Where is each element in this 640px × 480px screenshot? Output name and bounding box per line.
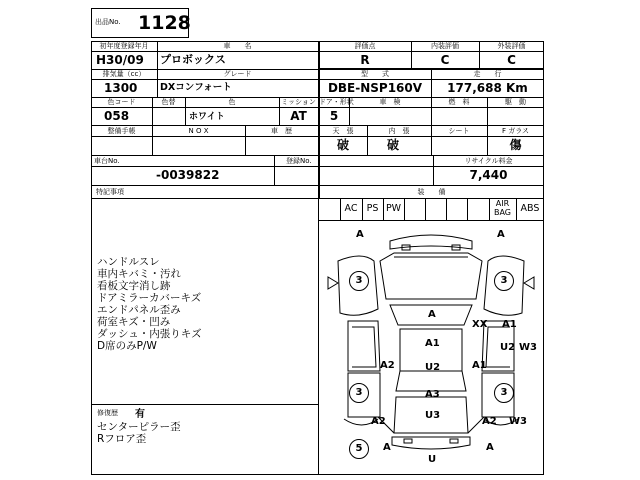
note-item: 車内キバミ・汚れ — [97, 268, 181, 280]
note-item: ドアミラーカバーキズ — [97, 292, 202, 304]
model-label: 車 名 — [223, 42, 252, 50]
repair-note: センターピラー歪 — [97, 421, 181, 433]
mark-roof-1: A1 — [425, 338, 440, 349]
equipment-ac: AC — [344, 203, 358, 214]
drive-label: 駆 動 — [505, 98, 526, 106]
chassis-label: 車台No. — [94, 157, 120, 165]
seat-label: シート — [448, 127, 470, 135]
mark-a2-left-rear: A2 — [371, 416, 386, 427]
mark-roof-3: A3 — [425, 389, 440, 400]
mark-rear-bumper: U — [428, 454, 437, 465]
lot-number: 1128 — [138, 12, 191, 34]
color-code-value: 058 — [104, 109, 130, 123]
recycle-value: 7,440 — [469, 168, 508, 182]
first-reg-label: 初年度登録年月 — [99, 42, 149, 50]
mission-label: ミッション — [281, 98, 316, 106]
equipment-col — [467, 198, 468, 220]
note-item: ハンドルスレ — [97, 256, 160, 268]
fglass-label: F ガラス — [501, 127, 530, 135]
chassis-value: -0039822 — [156, 168, 220, 182]
repair-label: 修復歴 — [97, 409, 118, 417]
mark-front-right: A — [497, 229, 505, 240]
lot-label: 出品No. — [95, 18, 121, 26]
rear-tire-right-circle: 3 — [494, 383, 514, 403]
equipment-abs: ABS — [520, 203, 540, 214]
grade-value: DXコンフォート — [160, 82, 232, 93]
mark-a1-right-top: A1 — [502, 319, 517, 330]
grade-label: グレード — [223, 70, 252, 78]
note-item: エンドパネル歪み — [97, 304, 181, 316]
equipment-col — [446, 198, 447, 220]
shade-label: 色替 — [161, 98, 176, 106]
mark-rear-right: A — [486, 442, 494, 453]
doors-label: ドア・形状 — [319, 98, 354, 106]
equipment-airbag: AIR BAG — [493, 199, 512, 217]
equipment-ps: PS — [366, 203, 379, 214]
mark-rear-left: A — [383, 442, 391, 453]
repair-note: Rフロア歪 — [97, 433, 147, 445]
mark-trunk: U3 — [425, 410, 441, 421]
rear-tire-left-circle: 3 — [349, 383, 369, 403]
score-label: 評価点 — [354, 42, 376, 50]
note-item: 看板文字消し跡 — [97, 280, 171, 292]
nox-label: N O X — [188, 127, 209, 135]
equipment-pw: PW — [385, 203, 402, 214]
ceiling-value: 破 — [336, 138, 349, 152]
fglass-value: 傷 — [509, 138, 522, 152]
mark-a2-right-rear: A2 — [482, 416, 497, 427]
inspection-label: 車 検 — [379, 98, 401, 106]
repair-value: 有 — [135, 409, 145, 420]
mark-front-left: A — [356, 229, 364, 240]
history-label: 車 歴 — [271, 127, 292, 135]
displacement-label: 排気量（cc） — [102, 70, 146, 78]
ceiling-label: 天 張 — [332, 127, 354, 135]
front-tire-right-circle: 3 — [494, 271, 514, 291]
mark-a1-right-mid: A1 — [472, 360, 487, 371]
mark-w3-rear: W3 — [509, 416, 527, 427]
recycle-label: リサイクル料金 — [464, 157, 513, 165]
color-label: 色 — [228, 98, 236, 106]
interior-top-label: 内 張 — [388, 127, 410, 135]
displacement-value: 1300 — [104, 81, 138, 95]
note-item: ダッシュ・内張りキズ — [97, 328, 202, 340]
mission-value: AT — [290, 109, 307, 123]
color-code-label: 色コード — [107, 98, 136, 106]
mark-a2-left: A2 — [380, 360, 395, 371]
exterior-label: 外装評価 — [497, 42, 526, 50]
score-value: R — [360, 53, 370, 67]
note-item: 荷室キズ・凹み — [97, 316, 171, 328]
repair-line — [91, 404, 318, 405]
notes-label: 特記事項 — [96, 188, 124, 196]
mark-xx: XX — [472, 319, 488, 330]
maintenance-label: 整備手帳 — [107, 127, 136, 135]
interior-value: C — [440, 53, 450, 67]
type-value: DBE-NSP160V — [327, 81, 423, 95]
doors-value: 5 — [329, 109, 339, 123]
equipment-col — [425, 198, 426, 220]
model-value: プロボックス — [160, 53, 226, 66]
front-tire-left-circle: 3 — [349, 271, 369, 291]
mark-w3-right: W3 — [519, 342, 537, 353]
spare-tire-circle: 5 — [349, 439, 369, 459]
regno-label: 登録No. — [286, 157, 312, 165]
color-value: ホワイト — [189, 112, 225, 122]
mark-u2-right: U2 — [500, 342, 516, 353]
mark-hood: A — [428, 309, 436, 320]
first-reg-value: H30/09 — [96, 53, 144, 67]
note-item: D席のみP/W — [97, 340, 157, 352]
interior-label: 内装評価 — [431, 42, 459, 50]
mileage-label: 走 行 — [473, 70, 502, 78]
equipment-col — [404, 198, 405, 220]
interior-top-value: 破 — [386, 138, 399, 152]
equipment-label: 装 備 — [417, 188, 446, 196]
col-line — [274, 155, 275, 185]
mark-roof-2: U2 — [425, 362, 441, 373]
exterior-value: C — [507, 53, 516, 67]
fuel-label: 燃 料 — [448, 98, 470, 106]
type-label: 型 式 — [361, 70, 389, 78]
mileage-value: 177,688 Km — [447, 81, 528, 95]
